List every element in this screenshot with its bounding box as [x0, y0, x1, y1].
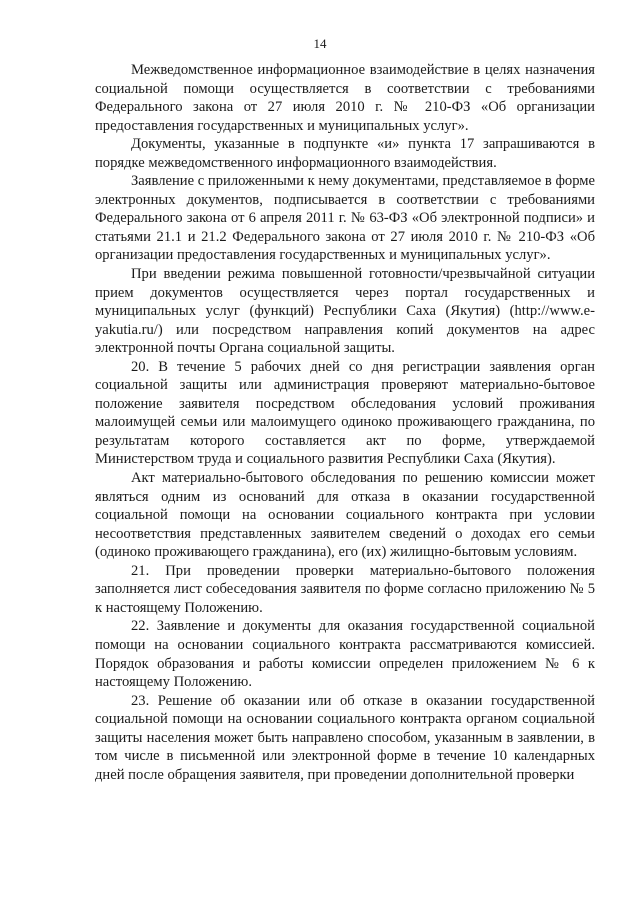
page-number: 14 — [313, 36, 327, 51]
paragraph-item-23: 23. Решение об оказании или об отказе в оказании государственной социальной помощи на основании социального контракта органом социальной защиты населения может быть направлено способом, указанным в заявлении, в том числе в письменной или электронной форме в течение 10 календарных дней после обращения заявителя, при проведении дополнительной проверки — [95, 692, 595, 783]
paragraph-interagency-interaction: Межведомственное информационное взаимодействие в целях назначения социальной помощи осуществляется в соответствии с требованиями Федерального закона от 27 июля 2010 г. № 210-ФЗ «Об организации предоставления государственных и муниципальных услуг». — [95, 62, 595, 134]
paragraph-inspection-act: Акт материально-бытового обследования по решению комиссии может являться одним из оснований для отказа в оказании государственной социальной помощи на основании социального контракта при условии несоответствия представленных заявителем сведений о доходах его семьи (одиноко проживающего гражданина), его (их) жилищно-бытовым условиям. — [95, 470, 595, 561]
paragraph-item-21: 21. При проведении проверки материально-бытового положения заполняется лист собеседования заявителя по форме согласно приложению № 5 к настоящему Положению. — [95, 562, 595, 616]
paragraph-documents-request: Документы, указанные в подпункте «и» пункта 17 запрашиваются в порядке межведомственного информационного взаимодействия. — [95, 136, 595, 171]
paragraph-item-22: 22. Заявление и документы для оказания государственной социальной помощи на основании социального контракта рассматриваются комиссией. Порядок образования и работы комиссии определен приложением № 6 к настоящему Положению. — [95, 618, 595, 691]
paragraph-item-20: 20. В течение 5 рабочих дней со дня регистрации заявления орган социальной защиты или администрация проверяют материально-бытовое положение заявителя посредством обследования условий проживания малоимущей семьи или малоимущего одиноко проживающего гражданина, по результатам которого составляется акт по форме, утверждаемой Министерством труда и социального развития Республики Саха (Якутия). — [95, 358, 595, 468]
paragraph-emergency-regime: При введении режима повышенной готовности/чрезвычайной ситуации прием документов осуществляется через портал государственных и муниципальных услуг (функций) Республики Саха (Якутия) (http://www.e-yakutia.ru/) или посредством направления копий документов на адрес электронной почты Органа социальной защиты. — [95, 266, 595, 357]
paragraph-electronic-signature: Заявление с приложенными к нему документами, представляемое в форме электронных документов, подписывается в соответствии с требованиями Федерального закона от 6 апреля 2011 г. № 63-ФЗ «Об электронной подписи» и статьями 21.1 и 21.2 Федерального закона от 27 июля 2010 г. № 210-ФЗ «Об организации предоставления государственных и муниципальных услуг». — [95, 173, 595, 264]
document-body — [95, 61, 595, 784]
